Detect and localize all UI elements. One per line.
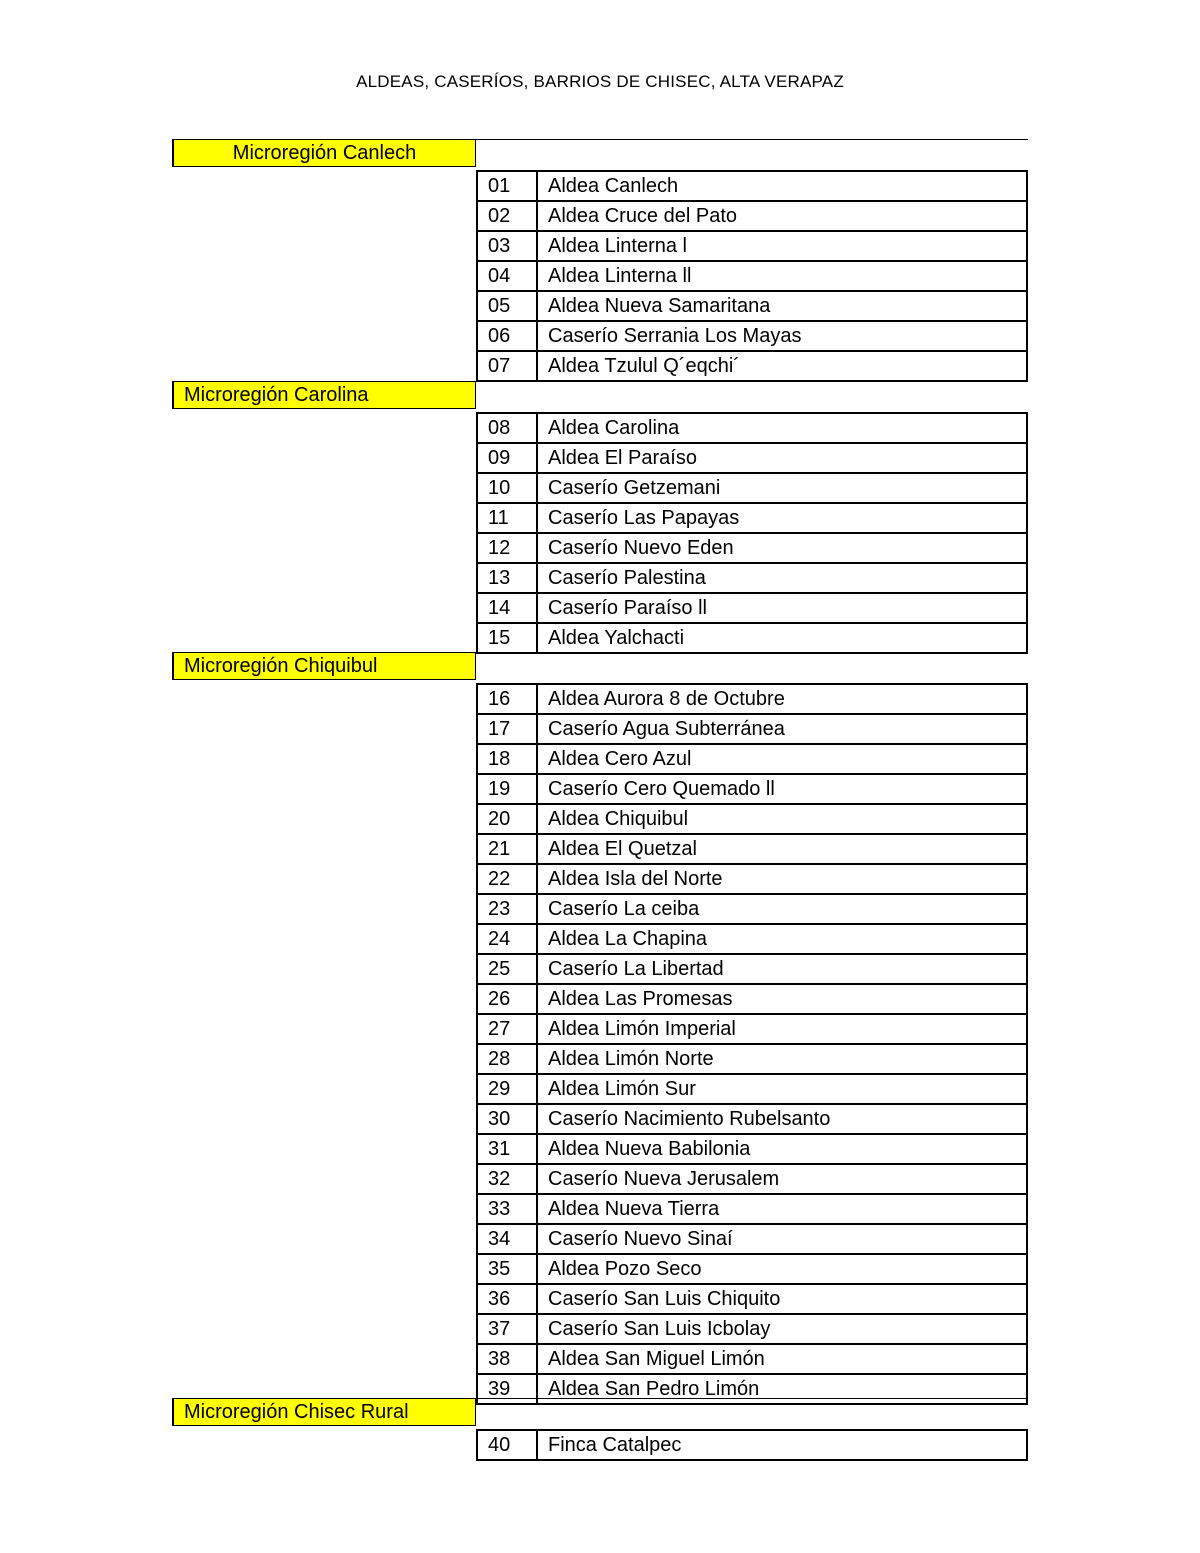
item-name: Aldea Linterna l xyxy=(537,231,1027,261)
item-name: Caserío La ceiba xyxy=(537,894,1027,924)
item-name: Caserío Nacimiento Rubelsanto xyxy=(537,1104,1027,1134)
item-name: Aldea Tzulul Q´eqchi´ xyxy=(537,351,1027,381)
item-name: Aldea Aurora 8 de Octubre xyxy=(537,684,1027,714)
item-number: 31 xyxy=(477,1134,537,1164)
item-number: 39 xyxy=(477,1374,537,1404)
item-name: Aldea Cero Azul xyxy=(537,744,1027,774)
item-name: Aldea Nueva Tierra xyxy=(537,1194,1027,1224)
table-row xyxy=(477,321,1027,351)
item-name: Aldea Nueva Samaritana xyxy=(537,291,1027,321)
item-number: 18 xyxy=(477,744,537,774)
table-row xyxy=(477,593,1027,623)
table-row xyxy=(477,834,1027,864)
table-row xyxy=(477,804,1027,834)
page-title: ALDEAS, CASERÍOS, BARRIOS DE CHISEC, ALTA VERAPAZ xyxy=(356,72,844,91)
item-name: Aldea Isla del Norte xyxy=(537,864,1027,894)
item-name: Caserío Cero Quemado ll xyxy=(537,774,1027,804)
region-header-canlech: Microregión Canlech xyxy=(172,139,476,167)
region-spacer xyxy=(476,139,1028,167)
item-number: 02 xyxy=(477,201,537,231)
item-number: 20 xyxy=(477,804,537,834)
table-row xyxy=(477,291,1027,321)
item-name: Aldea La Chapina xyxy=(537,924,1027,954)
item-number: 05 xyxy=(477,291,537,321)
item-number: 12 xyxy=(477,533,537,563)
item-number: 23 xyxy=(477,894,537,924)
table-row xyxy=(477,954,1027,984)
table-row xyxy=(477,864,1027,894)
item-name: Finca Catalpec xyxy=(537,1430,1027,1460)
region-spacer xyxy=(476,652,1028,680)
item-name: Aldea El Paraíso xyxy=(537,443,1027,473)
table-row xyxy=(477,231,1027,261)
item-number: 38 xyxy=(477,1344,537,1374)
table-row xyxy=(477,1194,1027,1224)
item-name: Aldea San Pedro Limón xyxy=(537,1374,1027,1404)
item-number: 13 xyxy=(477,563,537,593)
table-row xyxy=(477,1104,1027,1134)
item-number: 30 xyxy=(477,1104,537,1134)
item-name: Aldea Limón Sur xyxy=(537,1074,1027,1104)
table-row xyxy=(477,1430,1027,1460)
item-number: 37 xyxy=(477,1314,537,1344)
item-number: 36 xyxy=(477,1284,537,1314)
item-name: Caserío La Libertad xyxy=(537,954,1027,984)
table-row xyxy=(477,714,1027,744)
table-row xyxy=(477,1044,1027,1074)
table-row xyxy=(477,351,1027,381)
region-table-carolina xyxy=(476,412,1028,654)
region-header-chisec-rural: Microregión Chisec Rural xyxy=(172,1398,476,1426)
item-name: Aldea El Quetzal xyxy=(537,834,1027,864)
table-row xyxy=(477,503,1027,533)
table-row xyxy=(477,894,1027,924)
table-row xyxy=(477,563,1027,593)
item-name: Caserío Agua Subterránea xyxy=(537,714,1027,744)
table-row xyxy=(477,1344,1027,1374)
item-name: Aldea Las Promesas xyxy=(537,984,1027,1014)
item-number: 28 xyxy=(477,1044,537,1074)
region-spacer xyxy=(476,1398,1028,1426)
item-number: 29 xyxy=(477,1074,537,1104)
table-row xyxy=(477,1314,1027,1344)
item-number: 32 xyxy=(477,1164,537,1194)
item-number: 26 xyxy=(477,984,537,1014)
item-number: 07 xyxy=(477,351,537,381)
item-name: Caserío Nuevo Sinaí xyxy=(537,1224,1027,1254)
item-number: 04 xyxy=(477,261,537,291)
item-number: 24 xyxy=(477,924,537,954)
item-number: 33 xyxy=(477,1194,537,1224)
item-number: 35 xyxy=(477,1254,537,1284)
item-name: Aldea Limón Imperial xyxy=(537,1014,1027,1044)
table-row xyxy=(477,623,1027,653)
item-name: Aldea Carolina xyxy=(537,413,1027,443)
item-name: Aldea Yalchacti xyxy=(537,623,1027,653)
table-row xyxy=(477,1014,1027,1044)
item-name: Caserío Getzemani xyxy=(537,473,1027,503)
region-spacer xyxy=(476,381,1028,409)
region-table-chisec-rural xyxy=(476,1429,1028,1461)
region-header-chiquibul: Microregión Chiquibul xyxy=(172,652,476,680)
item-number: 27 xyxy=(477,1014,537,1044)
item-number: 21 xyxy=(477,834,537,864)
item-number: 03 xyxy=(477,231,537,261)
item-number: 09 xyxy=(477,443,537,473)
table-row xyxy=(477,684,1027,714)
table-row xyxy=(477,1134,1027,1164)
item-name: Caserío Paraíso ll xyxy=(537,593,1027,623)
table-row xyxy=(477,984,1027,1014)
table-row xyxy=(477,1254,1027,1284)
table-row xyxy=(477,924,1027,954)
item-name: Aldea Nueva Babilonia xyxy=(537,1134,1027,1164)
table-row xyxy=(477,533,1027,563)
region-table-canlech xyxy=(476,170,1028,382)
item-number: 01 xyxy=(477,171,537,201)
table-row xyxy=(477,201,1027,231)
item-name: Aldea Limón Norte xyxy=(537,1044,1027,1074)
table-row xyxy=(477,1074,1027,1104)
item-name: Aldea Linterna ll xyxy=(537,261,1027,291)
table-row xyxy=(477,171,1027,201)
item-name: Aldea San Miguel Limón xyxy=(537,1344,1027,1374)
item-name: Aldea Chiquibul xyxy=(537,804,1027,834)
item-number: 08 xyxy=(477,413,537,443)
item-name: Caserío Serrania Los Mayas xyxy=(537,321,1027,351)
table-row xyxy=(477,473,1027,503)
item-number: 11 xyxy=(477,503,537,533)
item-name: Aldea Pozo Seco xyxy=(537,1254,1027,1284)
item-number: 19 xyxy=(477,774,537,804)
table-row xyxy=(477,413,1027,443)
item-name: Caserío San Luis Chiquito xyxy=(537,1284,1027,1314)
table-row xyxy=(477,261,1027,291)
item-number: 22 xyxy=(477,864,537,894)
item-number: 16 xyxy=(477,684,537,714)
table-row xyxy=(477,1224,1027,1254)
item-number: 10 xyxy=(477,473,537,503)
item-number: 40 xyxy=(477,1430,537,1460)
table-row xyxy=(477,1164,1027,1194)
item-name: Aldea Canlech xyxy=(537,171,1027,201)
table-row xyxy=(477,1284,1027,1314)
item-name: Aldea Cruce del Pato xyxy=(537,201,1027,231)
item-number: 25 xyxy=(477,954,537,984)
item-number: 34 xyxy=(477,1224,537,1254)
item-name: Caserío Las Papayas xyxy=(537,503,1027,533)
item-name: Caserío Nuevo Eden xyxy=(537,533,1027,563)
item-number: 15 xyxy=(477,623,537,653)
table-row xyxy=(477,443,1027,473)
item-number: 06 xyxy=(477,321,537,351)
item-name: Caserío Nueva Jerusalem xyxy=(537,1164,1027,1194)
region-header-carolina: Microregión Carolina xyxy=(172,381,476,409)
item-name: Caserío San Luis Icbolay xyxy=(537,1314,1027,1344)
item-number: 17 xyxy=(477,714,537,744)
table-row xyxy=(477,774,1027,804)
item-number: 14 xyxy=(477,593,537,623)
table-row xyxy=(477,744,1027,774)
region-table-chiquibul xyxy=(476,683,1028,1405)
item-name: Caserío Palestina xyxy=(537,563,1027,593)
